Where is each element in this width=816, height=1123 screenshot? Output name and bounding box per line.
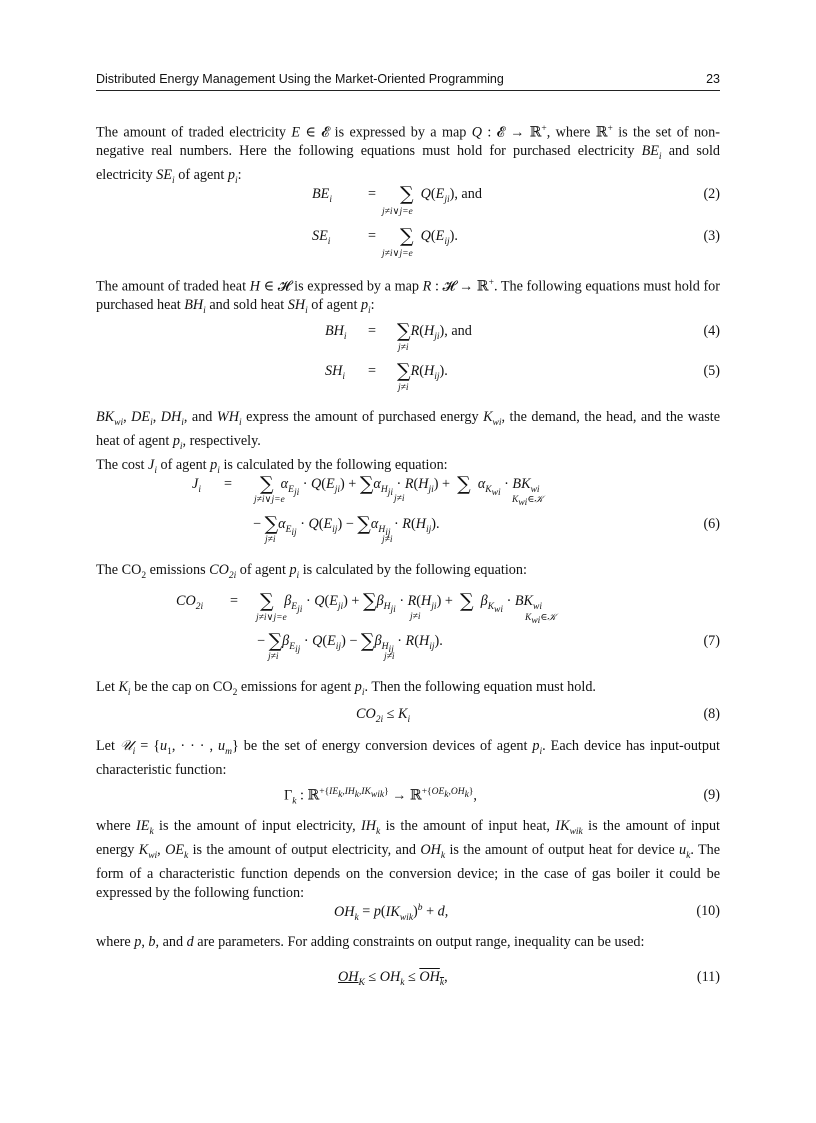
eq11-number: (11) bbox=[696, 969, 720, 985]
paragraph-variables: $BK_{wi}$, $DE_i$, $DH_i$, and $WH_i$ express the amount of purchased energy $K_{wi}$, the demand, the head, and the waste heat of agent $p_i$, respectively. The cost $J_i$ of agent $p_i$ is calculated by the following equation: bbox=[96, 409, 720, 477]
eq3-number: (3) bbox=[703, 228, 720, 244]
equation-7-line-2: − $\sum\beta_{E_{ij}} \cdot Q(E_{ij}) - \sum\beta_{H_{ij}} \cdot R(H_{ij})$. bbox=[257, 630, 443, 655]
eq7-index-1: j≠i∨j=e bbox=[256, 613, 287, 623]
equation-9: $\Gamma_k$ : ℝ$^{+\{IE_k,IH_k,IK_{wik}\}}$ → ℝ$^{+\{OE_k,OH_k\}}$, bbox=[284, 787, 477, 807]
equation-6-line-2: − $\sum\alpha_{E_{ij}} \cdot Q(E_{ij}) - \sum\alpha_{H_{ij}} \cdot R(H_{ij})$. bbox=[253, 513, 440, 538]
eq7-index-2: j≠i bbox=[410, 612, 421, 622]
equation-4: $BH_i$ = $\sum R(H_{ji})$, and bbox=[325, 320, 472, 342]
equation-2: $BE_i$ = ∑ $Q(E_{ji})$, and bbox=[312, 183, 482, 205]
equation-11: $OH_K \le OH_k \le OH_k$, bbox=[338, 969, 448, 988]
eq7-index-5: j≠i bbox=[384, 652, 395, 662]
eq7-index-3: $K_{wi}\in 𝒦$ bbox=[525, 613, 557, 626]
equation-8: $CO_{2i} \le K_i$ bbox=[356, 706, 411, 725]
eq7-number: (7) bbox=[703, 633, 720, 649]
eq4-sum-index: j≠i bbox=[398, 343, 409, 353]
paragraph-cap: Let $K_i$ be the cap on $CO_2$ emissions for agent $p_i$. Then the following equation must hold. bbox=[96, 679, 596, 698]
page-number: 23 bbox=[706, 72, 720, 86]
paragraph-devices: Let 𝒰$_i$ = {$u_1$, · · · , $u_m$} be the set of energy conversion devices of agent $p_i$. Each device has input-output characteristic function: bbox=[96, 738, 721, 779]
eq5-number: (5) bbox=[703, 363, 720, 379]
eq6-index-4: j≠i bbox=[265, 535, 276, 545]
paragraph-co2: The $CO_2$ emissions $CO_{2i}$ of agent $p_i$ is calculated by the following equation: bbox=[96, 562, 527, 581]
eq2-number: (2) bbox=[703, 186, 720, 202]
eq3-sum-index: j≠i∨j=e bbox=[382, 249, 413, 259]
running-title: Distributed Energy Management Using the Market-Oriented Programming bbox=[96, 72, 504, 86]
eq10-number: (10) bbox=[696, 903, 720, 919]
eq4-number: (4) bbox=[703, 323, 720, 339]
eq6-index-2: j≠i bbox=[394, 494, 405, 504]
eq6-number: (6) bbox=[703, 516, 720, 532]
eq6-index-5: j≠i bbox=[382, 535, 393, 545]
eq9-number: (9) bbox=[703, 787, 720, 803]
paragraph-constraints: where p, b, and d are parameters. For adding constraints on output range, inequality can be used: bbox=[96, 934, 645, 950]
paragraph-characteristic: where $IE_k$ is the amount of input electricity, $IH_k$ is the amount of input heat, $IK_{wik}$ is the amount of input energy $K_{wi}$, $OE_k$ is the amount of output electricity, and $OH_k$ is the amount of output heat for device $u_k$. The form of a characteristic function depends on the conversion device; in the case of gas boiler it could be expressed by the following function: bbox=[96, 818, 721, 901]
paragraph-traded-heat: The amount of traded heat H ∈ 𝓗 is expressed by a map R : 𝓗 → ℝ+. The following equations must hold for purchased heat $BH_i$ and sold heat $SH_i$ of agent $p_i$: bbox=[96, 278, 720, 316]
eq6-index-3: $K_{wi}\in 𝒦$ bbox=[512, 495, 544, 508]
page-header bbox=[96, 70, 720, 91]
equation-7-line-1: $CO_{2i}$ = ∑ $\beta_{E_{ji}} \cdot Q(E_{ji}) + \sum\beta_{H_{ji}} \cdot R(H_{ji})$ + ∑ $\beta_{K_{wi}} \cdot BK_{wi}$ bbox=[176, 590, 542, 615]
eq7-index-4: j≠i bbox=[268, 652, 279, 662]
equation-5: $SH_i$ = $\sum R(H_{ij})$. bbox=[325, 360, 448, 382]
equation-10: $OH_k = p(IK_{wik})^b + d$, bbox=[334, 903, 449, 923]
equation-6-line-1: $J_i$ = ∑ $\alpha_{E_{ji}} \cdot Q(E_{ji}) + \sum\alpha_{H_{ji}} \cdot R(H_{ji})$ + ∑ $\alpha_{K_{wi}} \cdot BK_{wi}$ bbox=[192, 473, 540, 498]
eq8-number: (8) bbox=[703, 706, 720, 722]
eq6-index-1: j≠i∨j=e bbox=[254, 495, 285, 505]
eq2-sum-index: j≠i∨j=e bbox=[382, 207, 413, 217]
paragraph-traded-electricity: The amount of traded electricity E ∈ 𝓔 is expressed by a map Q : 𝓔 → ℝ+, where ℝ+ is the set of non-negative real numbers. Here the following equations must hold for purchased electricity $BE_i$ and sold electricity $SE_i$ of agent $p_i$: bbox=[96, 124, 721, 187]
eq5-sum-index: j≠i bbox=[398, 383, 409, 393]
equation-3: $SE_i$ = ∑ $Q(E_{ij})$. bbox=[312, 225, 458, 247]
